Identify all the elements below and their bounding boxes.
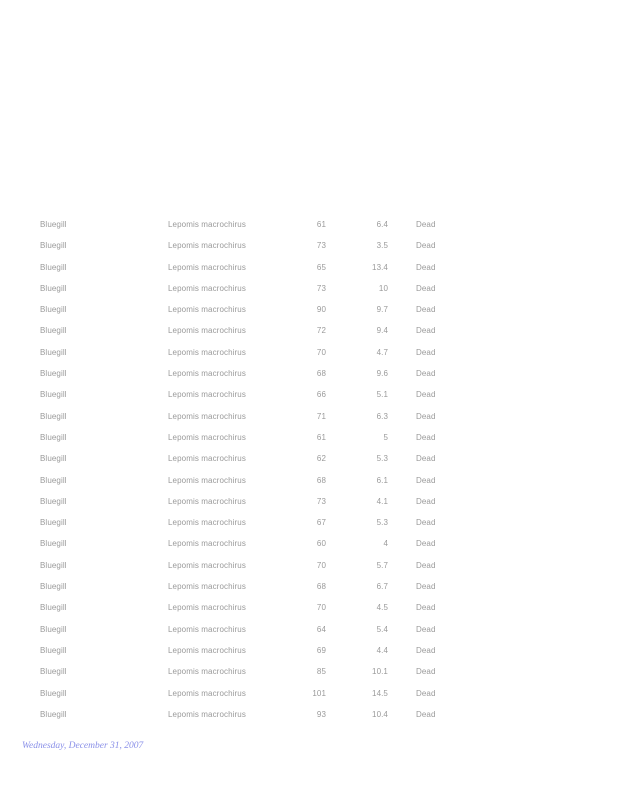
cell-length: 85 [316,667,326,677]
cell-status: Dead [416,432,436,442]
cell-weight: 4.4 [376,645,388,655]
cell-length: 70 [316,603,326,613]
cell-status: Dead [416,560,436,570]
cell-weight: 9.4 [376,326,388,336]
table-row [0,532,618,553]
cell-common-name: Bluegill [40,560,67,570]
cell-weight: 6.3 [376,411,388,421]
cell-weight: 4 [383,539,388,549]
cell-common-name: Bluegill [40,496,67,506]
cell-common-name: Bluegill [40,432,67,442]
cell-common-name: Bluegill [40,667,67,677]
cell-length: 71 [316,411,326,421]
cell-length: 72 [316,326,326,336]
cell-status: Dead [416,709,436,719]
cell-scientific-name: Lepomis macrochirus [168,709,246,719]
cell-common-name: Bluegill [40,539,67,549]
cell-status: Dead [416,475,436,485]
cell-length: 70 [316,560,326,570]
cell-length: 68 [316,582,326,592]
table-row [0,554,618,575]
table-row [0,596,618,617]
cell-length: 101 [312,688,326,698]
cell-status: Dead [416,582,436,592]
cell-weight: 9.6 [376,369,388,379]
cell-weight: 6.7 [376,582,388,592]
cell-weight: 9.7 [376,305,388,315]
cell-weight: 4.1 [376,496,388,506]
cell-scientific-name: Lepomis macrochirus [168,369,246,379]
cell-status: Dead [416,220,436,229]
cell-scientific-name: Lepomis macrochirus [168,411,246,421]
cell-common-name: Bluegill [40,305,67,315]
cell-scientific-name: Lepomis macrochirus [168,603,246,613]
cell-common-name: Bluegill [40,624,67,634]
table-row [0,618,618,639]
cell-status: Dead [416,688,436,698]
cell-status: Dead [416,645,436,655]
cell-common-name: Bluegill [40,475,67,485]
cell-scientific-name: Lepomis macrochirus [168,305,246,315]
cell-weight: 14.5 [372,688,388,698]
cell-common-name: Bluegill [40,582,67,592]
cell-length: 93 [316,709,326,719]
cell-length: 60 [316,539,326,549]
cell-scientific-name: Lepomis macrochirus [168,496,246,506]
cell-scientific-name: Lepomis macrochirus [168,241,246,251]
cell-status: Dead [416,369,436,379]
cell-common-name: Bluegill [40,411,67,421]
cell-weight: 5.3 [376,454,388,464]
cell-length: 68 [316,475,326,485]
cell-length: 64 [316,624,326,634]
cell-status: Dead [416,347,436,357]
table-row [0,682,618,703]
table-row [0,362,618,383]
cell-status: Dead [416,241,436,251]
table-row [0,298,618,319]
data-table [0,213,618,724]
cell-scientific-name: Lepomis macrochirus [168,390,246,400]
cell-length: 73 [316,496,326,506]
cell-common-name: Bluegill [40,518,67,528]
cell-common-name: Bluegill [40,390,67,400]
cell-status: Dead [416,326,436,336]
cell-status: Dead [416,454,436,464]
table-row [0,426,618,447]
cell-length: 69 [316,645,326,655]
cell-common-name: Bluegill [40,262,67,272]
cell-common-name: Bluegill [40,709,67,719]
table-row [0,256,618,277]
cell-scientific-name: Lepomis macrochirus [168,624,246,634]
table-row [0,511,618,532]
cell-status: Dead [416,411,436,421]
cell-length: 70 [316,347,326,357]
cell-common-name: Bluegill [40,220,67,229]
cell-scientific-name: Lepomis macrochirus [168,347,246,357]
cell-length: 73 [316,241,326,251]
cell-length: 66 [316,390,326,400]
cell-weight: 10.1 [372,667,388,677]
cell-weight: 5.4 [376,624,388,634]
cell-weight: 6.1 [376,475,388,485]
cell-status: Dead [416,624,436,634]
cell-status: Dead [416,518,436,528]
cell-weight: 5.7 [376,560,388,570]
table-row [0,660,618,681]
cell-common-name: Bluegill [40,645,67,655]
cell-status: Dead [416,390,436,400]
cell-status: Dead [416,496,436,506]
cell-status: Dead [416,539,436,549]
cell-common-name: Bluegill [40,347,67,357]
footer-date: Wednesday, December 31, 2007 [22,741,144,751]
cell-weight: 6.4 [376,220,388,229]
cell-length: 90 [316,305,326,315]
cell-scientific-name: Lepomis macrochirus [168,326,246,336]
cell-scientific-name: Lepomis macrochirus [168,454,246,464]
table-row [0,234,618,255]
cell-weight: 4.7 [376,347,388,357]
cell-status: Dead [416,603,436,613]
cell-status: Dead [416,262,436,272]
cell-weight: 5.3 [376,518,388,528]
cell-scientific-name: Lepomis macrochirus [168,220,246,229]
cell-common-name: Bluegill [40,688,67,698]
cell-weight: 5 [383,432,388,442]
cell-scientific-name: Lepomis macrochirus [168,667,246,677]
cell-common-name: Bluegill [40,283,67,293]
table-row [0,277,618,298]
cell-weight: 10 [378,283,388,293]
cell-scientific-name: Lepomis macrochirus [168,475,246,485]
table-row [0,469,618,490]
cell-weight: 3.5 [376,241,388,251]
cell-status: Dead [416,667,436,677]
cell-common-name: Bluegill [40,326,67,336]
cell-status: Dead [416,305,436,315]
table-row [0,319,618,340]
table-row [0,213,618,234]
table-row [0,447,618,468]
cell-scientific-name: Lepomis macrochirus [168,283,246,293]
cell-length: 62 [316,454,326,464]
cell-length: 73 [316,283,326,293]
cell-scientific-name: Lepomis macrochirus [168,688,246,698]
cell-scientific-name: Lepomis macrochirus [168,432,246,442]
cell-length: 67 [316,518,326,528]
cell-scientific-name: Lepomis macrochirus [168,645,246,655]
cell-length: 65 [316,262,326,272]
cell-length: 68 [316,369,326,379]
table-row [0,341,618,362]
cell-length: 61 [316,432,326,442]
cell-common-name: Bluegill [40,454,67,464]
cell-length: 61 [316,220,326,229]
cell-scientific-name: Lepomis macrochirus [168,582,246,592]
table-row [0,490,618,511]
cell-scientific-name: Lepomis macrochirus [168,539,246,549]
cell-common-name: Bluegill [40,369,67,379]
cell-weight: 5.1 [376,390,388,400]
cell-status: Dead [416,283,436,293]
cell-scientific-name: Lepomis macrochirus [168,518,246,528]
table-row [0,383,618,404]
table-row [0,405,618,426]
cell-weight: 4.5 [376,603,388,613]
cell-common-name: Bluegill [40,241,67,251]
cell-scientific-name: Lepomis macrochirus [168,262,246,272]
table-row [0,703,618,724]
cell-weight: 10.4 [372,709,388,719]
cell-scientific-name: Lepomis macrochirus [168,560,246,570]
cell-common-name: Bluegill [40,603,67,613]
table-row [0,639,618,660]
table-row [0,575,618,596]
cell-weight: 13.4 [372,262,388,272]
